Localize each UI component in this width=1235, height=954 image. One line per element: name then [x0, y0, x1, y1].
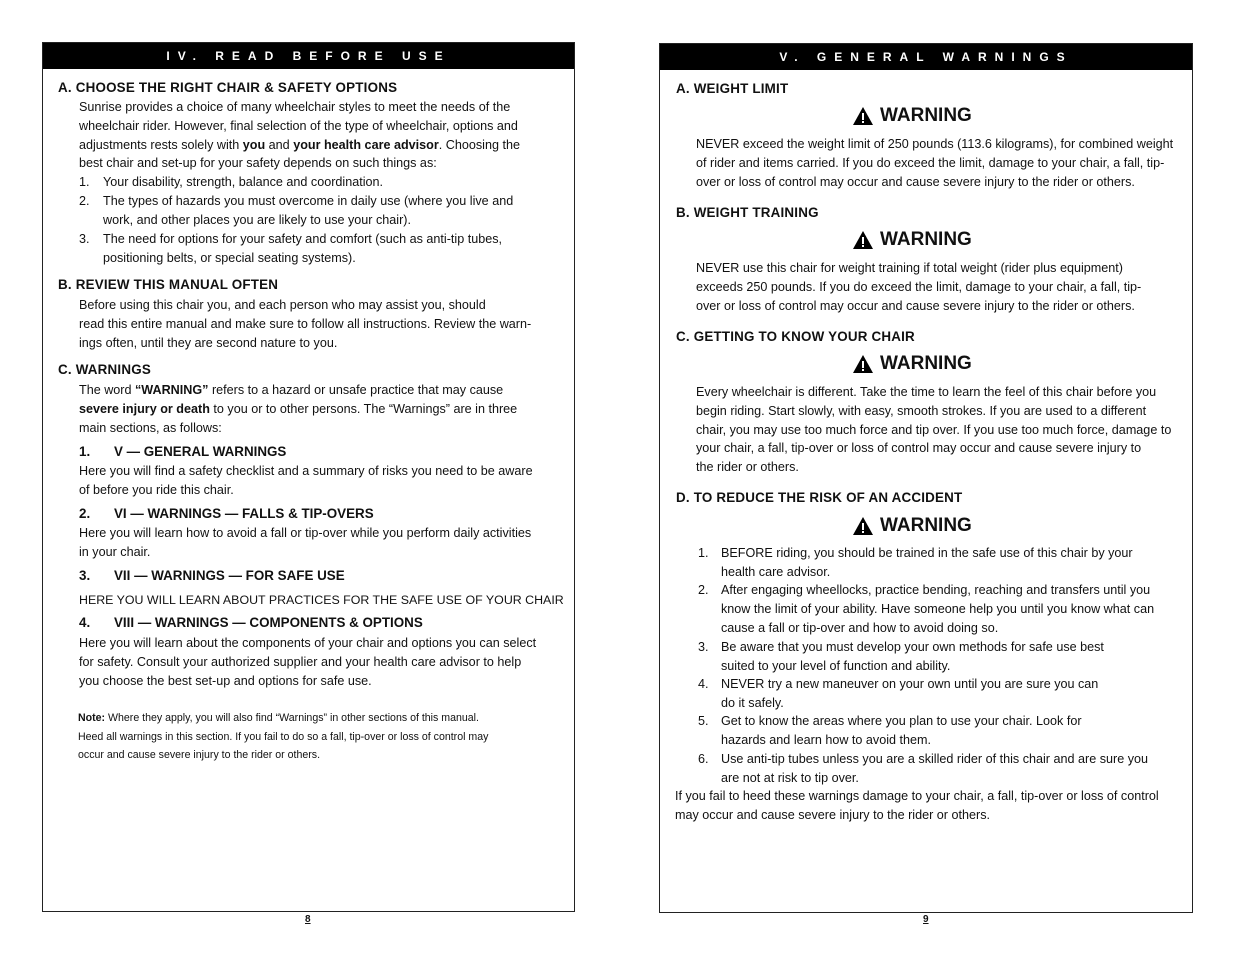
text-line: Heed all warnings in this section. If you fail to do so a fall, tip-over or loss of control may: [78, 730, 489, 743]
text-line: the rider or others.: [696, 460, 799, 475]
text-line: main sections, as follows:: [79, 420, 222, 435]
section-d-title: D. TO REDUCE THE RISK OF AN ACCIDENT: [676, 490, 963, 505]
text-line: begin riding. Start slowly, with easy, smooth strokes. If you are used to a different: [696, 403, 1147, 418]
list-number: 3.: [79, 232, 90, 246]
text-line: chair, you may use too much force and tip over. If you use too much force, damage to: [696, 422, 1172, 437]
list-text: NEVER try a new maneuver on your own until you are sure you can: [721, 677, 1099, 691]
text-line: Before using this chair you, and each person who may assist you, should: [79, 298, 486, 312]
text-span: to you or to other persons. The “Warnings” are in three: [209, 401, 518, 416]
text-span: adjustments rests solely with: [79, 137, 243, 152]
note-label: Note:: [78, 712, 106, 724]
list-number: 3.: [698, 640, 709, 654]
page-number-right: 9: [923, 914, 929, 925]
list-number: 1.: [698, 546, 709, 560]
list-text: BEFORE riding, you should be trained in the safe use of this chair by your: [721, 546, 1133, 560]
subsection-label: V — GENERAL WARNINGS: [114, 444, 287, 459]
subsection-label: VII — WARNINGS — FOR SAFE USE: [114, 568, 345, 583]
text-line: If you fail to heed these warnings damage to your chair, a fall, tip-over or loss of control: [675, 789, 1159, 803]
section-c-body: [696, 383, 1188, 477]
list-text: are not at risk to tip over.: [721, 770, 859, 785]
subsection-body: [79, 524, 569, 562]
list-number: 2.: [698, 583, 709, 597]
list-item: [698, 544, 1188, 582]
right-page-header: V. GENERAL WARNINGS: [660, 44, 1192, 70]
warning-triangle-icon: [852, 354, 874, 374]
warning-triangle-icon: [852, 230, 874, 250]
right-page: [659, 43, 1193, 913]
list-item: [698, 675, 1188, 713]
section-a-intro: [79, 98, 569, 173]
list-text: do it safely.: [721, 695, 784, 710]
list-text: After engaging wheellocks, practice bending, reaching and transfers until you: [721, 583, 1151, 597]
left-page-header: IV. READ BEFORE USE: [43, 43, 574, 69]
section-a-title: A. CHOOSE THE RIGHT CHAIR & SAFETY OPTIONS: [58, 80, 398, 95]
subsection-number: 4.: [79, 615, 91, 630]
subsection-title: [79, 444, 286, 459]
text-line: Here you will learn how to avoid a fall or tip-over while you perform daily activities: [79, 526, 532, 540]
list-text: Get to know the areas where you plan to use your chair. Look for: [721, 714, 1082, 728]
text-line: NEVER use this chair for weight training if total weight (rider plus equipment): [696, 261, 1123, 275]
section-b-body: [79, 296, 569, 352]
text-line: in your chair.: [79, 544, 151, 559]
warning-label: WARNING: [880, 229, 972, 250]
list-text: Your disability, strength, balance and coordination.: [103, 175, 384, 189]
text-line: read this entire manual and make sure to follow all instructions. Review the warn-: [79, 316, 532, 331]
text-span: . Choosing the: [438, 137, 520, 152]
list-item: [79, 230, 569, 268]
closing-paragraph: [675, 787, 1187, 825]
section-a-title: A. WEIGHT LIMIT: [676, 81, 789, 96]
text-line: exceeds 250 pounds. If you do exceed the limit, damage to your chair, a fall, tip-: [696, 279, 1142, 294]
page-number-left: 8: [305, 914, 311, 925]
list-text: know the limit of your ability. Have someone help you until you know what can: [721, 601, 1155, 616]
text-line: of rider and items carried. If you do exceed the limit, damage to your chair, a fall, tip-: [696, 155, 1165, 170]
subsection-body: [79, 462, 569, 500]
section-a-body: [696, 135, 1188, 191]
subsection-number: 1.: [79, 444, 91, 459]
warning-triangle-icon: [852, 106, 874, 126]
warning-heading: [852, 105, 972, 127]
section-b-title: B. WEIGHT TRAINING: [676, 205, 819, 220]
section-b-body: [696, 259, 1188, 315]
text-line: over or loss of control may occur and cause severe injury to the rider or others.: [696, 298, 1135, 313]
list-number: 4.: [698, 677, 709, 691]
warning-label: WARNING: [880, 353, 972, 374]
subsection-body: [79, 591, 569, 610]
warning-label: WARNING: [880, 105, 972, 126]
text-line: [79, 400, 569, 419]
subsection-number: 2.: [79, 506, 91, 521]
subsection-label: VIII — WARNINGS — COMPONENTS & OPTIONS: [114, 615, 423, 630]
list-item: [698, 638, 1188, 676]
list-text: cause a fall or tip-over and how to avoid doing so.: [721, 620, 999, 635]
section-c-title: C. WARNINGS: [58, 362, 151, 377]
subsection-title: [79, 568, 345, 583]
subsection-body: [79, 634, 569, 690]
subsection-label: VI — WARNINGS — FALLS & TIP-OVERS: [114, 506, 374, 521]
text-line: Every wheelchair is different. Take the time to learn the feel of this chair before you: [696, 385, 1157, 399]
text-span: and: [265, 137, 294, 152]
list-text: health care advisor.: [721, 564, 831, 579]
subsection-title: [79, 615, 423, 630]
list-item: [698, 581, 1188, 637]
list-number: 2.: [79, 194, 90, 208]
warning-heading: [852, 229, 972, 251]
emphasis-you: you: [242, 137, 266, 152]
list-number: 6.: [698, 752, 709, 766]
list-text: hazards and learn how to avoid them.: [721, 732, 932, 747]
list-text: The need for options for your safety and comfort (such as anti-tip tubes,: [103, 232, 503, 246]
note-block: [78, 709, 568, 765]
text-line: [79, 136, 569, 155]
list-item: [79, 173, 569, 192]
text-line: Here you will learn about the components of your chair and options you can select: [79, 636, 537, 650]
list-item: [698, 750, 1188, 788]
text-line: may occur and cause severe injury to the rider or others.: [675, 807, 990, 822]
list-text: suited to your level of function and ability.: [721, 658, 951, 673]
list-text: Be aware that you must develop your own methods for safe use best: [721, 640, 1104, 654]
subsection-number: 3.: [79, 568, 91, 583]
list-number: 5.: [698, 714, 709, 728]
emphasis-severe: severe injury or death: [79, 401, 210, 416]
text-span: refers to a hazard or unsafe practice that may cause: [208, 383, 504, 397]
list-number: 1.: [79, 175, 90, 189]
list-item: [698, 712, 1188, 750]
warning-heading: [852, 515, 972, 537]
text-line: occur and cause severe injury to the rider or others.: [78, 749, 321, 761]
text-span: Where they apply, you will also find “Warnings” in other sections of this manual.: [105, 712, 479, 724]
warning-heading: [852, 353, 972, 375]
text-line: best chair and set-up for your safety depends on such things as:: [79, 156, 437, 171]
text-line: ings often, until they are second nature to you.: [79, 335, 338, 350]
text-line: wheelchair rider. However, final selection of the type of wheelchair, options and: [79, 118, 518, 133]
list-item: [79, 192, 569, 230]
section-c-title: C. GETTING TO KNOW YOUR CHAIR: [676, 329, 915, 344]
text-line: Sunrise provides a choice of many wheelchair styles to meet the needs of the: [79, 100, 511, 114]
text-line: [79, 381, 569, 400]
text-line: your chair, a fall, tip-over or loss of control may occur and cause severe injury to: [696, 441, 1142, 456]
text-line: you choose the best set-up and options for safe use.: [79, 673, 372, 688]
emphasis-advisor: your health care advisor: [293, 137, 439, 152]
subsection-title: [79, 506, 374, 521]
emphasis-warning: “WARNING”: [135, 383, 209, 397]
list-text: Use anti-tip tubes unless you are a skilled rider of this chair and are sure you: [721, 752, 1149, 766]
warning-label: WARNING: [880, 515, 972, 536]
text-line: for safety. Consult your authorized supplier and your health care advisor to help: [79, 654, 522, 669]
text-line: of before you ride this chair.: [79, 482, 234, 497]
list-text: positioning belts, or special seating systems).: [103, 250, 356, 265]
warning-triangle-icon: [852, 516, 874, 536]
text-line: NEVER exceed the weight limit of 250 pounds (113.6 kilograms), for combined weight: [696, 137, 1174, 151]
section-b-title: B. REVIEW THIS MANUAL OFTEN: [58, 277, 279, 292]
text-span: The word: [79, 383, 135, 397]
list-text: work, and other places you are likely to use your chair).: [103, 212, 411, 227]
left-page: [42, 42, 575, 912]
list-text: The types of hazards you must overcome in daily use (where you live and: [103, 194, 514, 208]
section-c-body: [79, 381, 569, 437]
text-line: [78, 709, 568, 728]
text-line: Here you will find a safety checklist and a summary of risks you need to be aware: [79, 464, 533, 478]
text-line: over or loss of control may occur and cause severe injury to the rider or others.: [696, 174, 1135, 189]
text-line: HERE YOU WILL LEARN ABOUT PRACTICES FOR THE SAFE USE OF YOUR CHAIR: [79, 593, 564, 607]
